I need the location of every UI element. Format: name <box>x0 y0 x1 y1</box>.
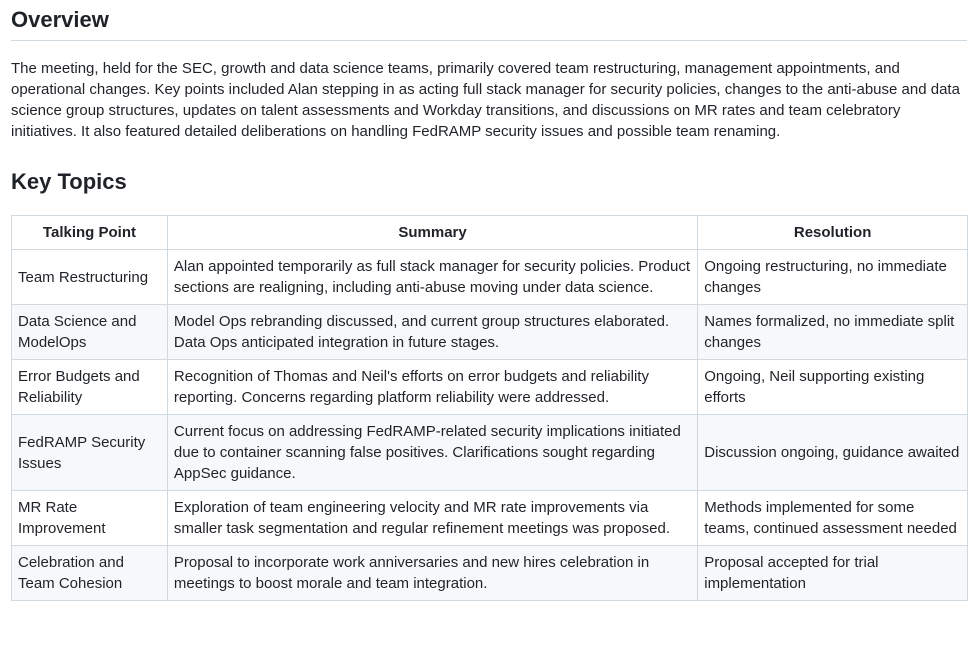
talking-point-cell: MR Rate Improvement <box>12 491 168 546</box>
key-topics-table <box>11 215 968 601</box>
talking-point-cell: Error Budgets and Reliability <box>12 360 168 415</box>
resolution-cell: Methods implemented for some teams, continued assessment needed <box>698 491 968 546</box>
summary-cell: Alan appointed temporarily as full stack manager for security policies. Product sections are realigning, including anti-abuse moving under data science. <box>167 250 697 305</box>
talking-point-cell: Data Science and ModelOps <box>12 305 168 360</box>
resolution-cell: Names formalized, no immediate split changes <box>698 305 968 360</box>
table-row <box>12 546 968 601</box>
resolution-cell: Ongoing, Neil supporting existing efforts <box>698 360 968 415</box>
summary-cell: Proposal to incorporate work anniversaries and new hires celebration in meetings to boost morale and team integration. <box>167 546 697 601</box>
summary-cell: Model Ops rebranding discussed, and current group structures elaborated. Data Ops anticipated integration in future stages. <box>167 305 697 360</box>
table-row <box>12 360 968 415</box>
table-row <box>12 250 968 305</box>
table-row <box>12 305 968 360</box>
overview-heading: Overview <box>11 7 109 32</box>
column-header-talking-point: Talking Point <box>12 216 168 250</box>
overview-divider <box>11 40 967 41</box>
key-topics-heading: Key Topics <box>11 169 127 194</box>
resolution-cell: Proposal accepted for trial implementation <box>698 546 968 601</box>
talking-point-cell: Team Restructuring <box>12 250 168 305</box>
table-row <box>12 415 968 491</box>
overview-paragraph: The meeting, held for the SEC, growth and data science teams, primarily covered team restructuring, management appointments, and operational changes. Key points included Alan stepping in as acting full stack manager for security policies, changes to the anti-abuse and data science group structures, updates on talent assessments and Workday transitions, and discussions on MR rates and team celebratory initiatives. It also featured detailed deliberations on handling FedRAMP security issues and possible team renaming. <box>11 60 960 140</box>
summary-cell: Recognition of Thomas and Neil's efforts on error budgets and reliability reporting. Concerns regarding platform reliability were addressed. <box>167 360 697 415</box>
talking-point-cell: FedRAMP Security Issues <box>12 415 168 491</box>
summary-cell: Current focus on addressing FedRAMP-related security implications initiated due to container scanning false positives. Clarifications sought regarding AppSec guidance. <box>167 415 697 491</box>
column-header-summary: Summary <box>167 216 697 250</box>
talking-point-cell: Celebration and Team Cohesion <box>12 546 168 601</box>
column-header-resolution: Resolution <box>698 216 968 250</box>
resolution-cell: Discussion ongoing, guidance awaited <box>698 415 968 491</box>
summary-cell: Exploration of team engineering velocity and MR rate improvements via smaller task segmentation and regular refinement meetings was proposed. <box>167 491 697 546</box>
resolution-cell: Ongoing restructuring, no immediate changes <box>698 250 968 305</box>
table-header-row <box>12 216 968 250</box>
table-row <box>12 491 968 546</box>
